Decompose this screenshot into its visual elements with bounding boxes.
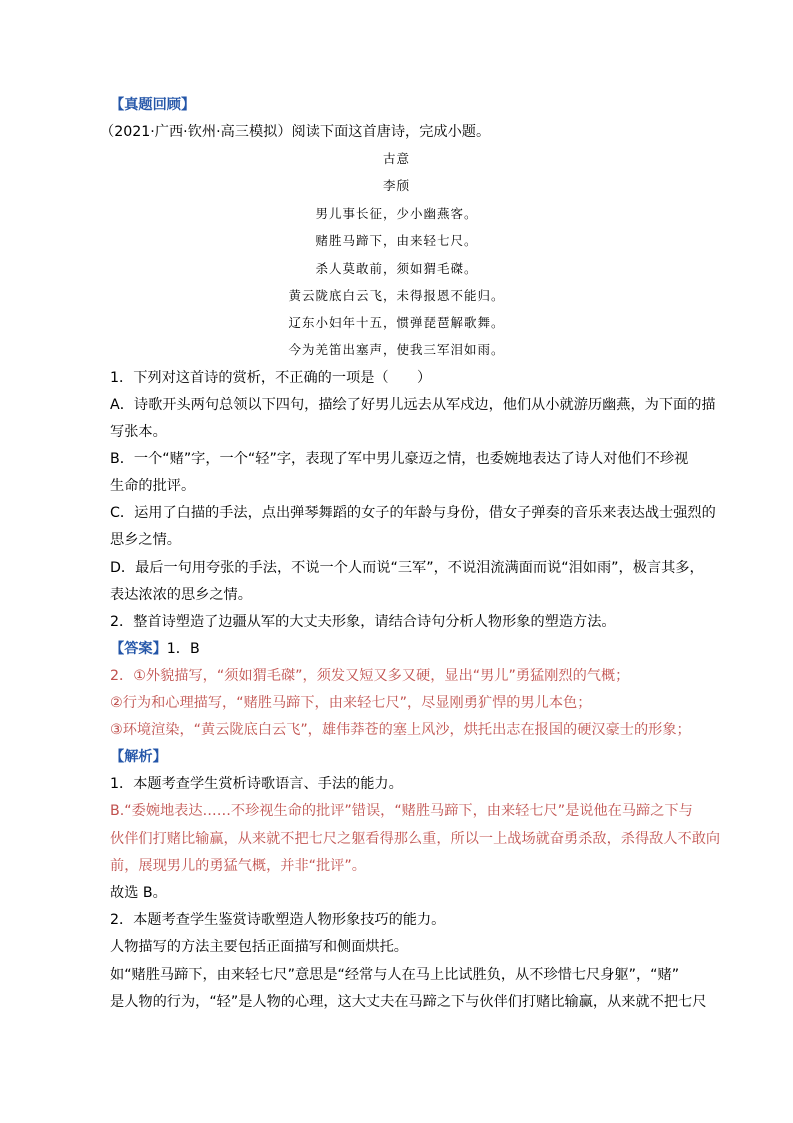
analysis-line: 如“赌胜马蹄下，由来轻七尺”意思是“经常与人在马上比试胜负，从不珍惜七尺身躯”，“赌” xyxy=(110,967,680,983)
poem-author: 李颀 xyxy=(382,178,410,193)
poem-title: 古意 xyxy=(382,151,410,166)
analysis-line: B.“委婉地表达……不珍视生命的批评”错误，“赌胜马蹄下，由来轻七尺”是说他在马蹄之下与 xyxy=(110,803,693,819)
poem-line: 今为羌笛出塞声，使我三军泪如雨。 xyxy=(288,342,505,357)
analysis-line: 前，展现男儿的勇猛气概，并非“批评”。 xyxy=(110,858,366,874)
answer-q1: 1．B xyxy=(166,641,200,657)
analysis-line: 1．本题考查学生赏析诗歌语言、手法的能力。 xyxy=(110,776,403,792)
answer-line xyxy=(110,636,700,662)
option-d-line: D．最后一句用夸张的手法，不说一个人而说“三军”，不说泪流满面而说“泪如雨”，极言其多， xyxy=(110,560,704,576)
analysis-line: 2．本题考查学生鉴赏诗歌塑造人物形象技巧的能力。 xyxy=(110,912,446,928)
analysis-label: 【解析】 xyxy=(110,749,167,765)
analysis-line: 故选 B。 xyxy=(110,885,167,901)
answer-label: 【答案】 xyxy=(110,641,167,657)
option-a-line: A．诗歌开头两句总领以下四句，描绘了好男儿远去从军戍边，他们从小就游历幽燕，为下面的描 xyxy=(110,397,716,413)
analysis-line: 伙伴们打赌比输赢，从来就不把七尺之躯看得那么重，所以一上战场就奋勇杀敌，杀得敌人不敢向 xyxy=(110,831,721,847)
analysis-line: 人物描写的方法主要包括正面描写和侧面烘托。 xyxy=(110,939,408,955)
option-c-line: C．运用了白描的手法，点出弹琴舞蹈的女子的年龄与身份，借女子弹奏的音乐来表达战士强烈的 xyxy=(110,505,716,521)
option-a-line: 写张本。 xyxy=(110,424,167,440)
answer-q2-line: ③环境渲染，“黄云陇底白云飞”，雄伟莽苍的塞上风沙，烘托出志在报国的硬汉豪士的形象； xyxy=(110,722,691,738)
poem-line: 男儿事长征，少小幽燕客。 xyxy=(315,206,478,221)
section-label: 【真题回顾】 xyxy=(110,97,196,113)
poem-line: 辽东小妇年十五，惯弹琵琶解歌舞。 xyxy=(288,315,505,330)
option-c-line: 思乡之情。 xyxy=(110,532,181,548)
poem-line: 杀人莫敢前，须如猬毛磔。 xyxy=(315,261,478,276)
option-b-line: 生命的批评。 xyxy=(110,478,196,494)
analysis-line: 是人物的行为，“轻”是人物的心理，这大丈夫在马蹄之下与伙伴们打赌比输赢，从来就不把七尺 xyxy=(110,994,707,1010)
question-2-stem: 2．整首诗塑造了边疆从军的大丈夫形象，请结合诗句分析人物形象的塑造方法。 xyxy=(110,614,616,630)
option-b-line: B．一个“赌”字，一个“轻”字，表现了军中男儿豪迈之情，也委婉地表达了诗人对他们不珍视 xyxy=(110,451,689,467)
poem-line: 黄云陇底白云飞，未得报恩不能归。 xyxy=(288,288,505,303)
source-line: （2021·广西·钦州·高三模拟）阅读下面这首唐诗，完成小题。 xyxy=(100,124,491,140)
answer-q2-line: 2．①外貌描写，“须如猬毛磔”，须发又短又多又硬，显出“男儿”勇猛刚烈的气概； xyxy=(110,668,630,684)
answer-q2-line: ②行为和心理描写，“赌胜马蹄下，由来轻七尺”，尽显刚勇犷悍的男儿本色； xyxy=(110,695,592,711)
poem-line: 赌胜马蹄下，由来轻七尺。 xyxy=(315,233,478,248)
question-1-stem: 1．下列对这首诗的赏析，不正确的一项是（ ） xyxy=(110,370,432,386)
option-d-line: 表达浓浓的思乡之情。 xyxy=(110,587,252,603)
